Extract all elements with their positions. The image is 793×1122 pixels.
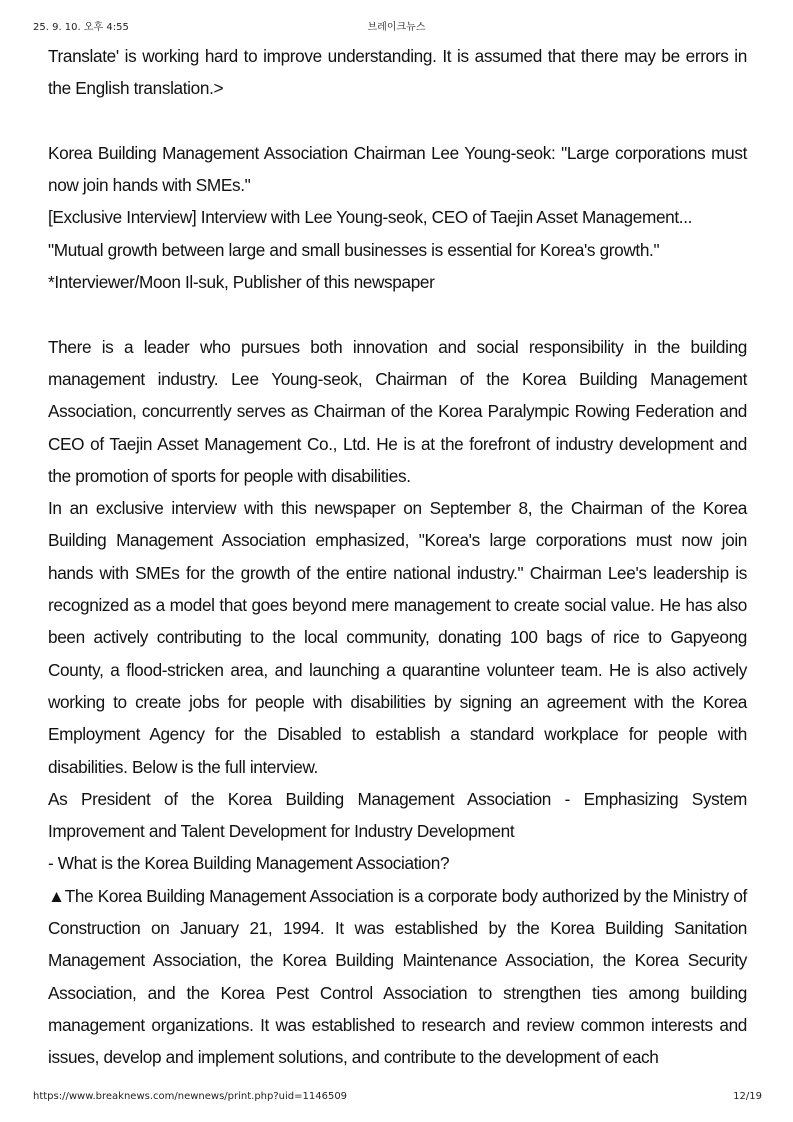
interview-question: - What is the Korea Building Management Association? [48, 853, 450, 874]
article-subhead-2: "Mutual growth between large and small businesses is essential for Korea's growth." [48, 239, 660, 260]
interviewer-credit: *Interviewer/Moon Il-suk, Publisher of this newspaper [48, 272, 435, 293]
section-heading: As President of the Korea Building Management Association - Emphasizing System Improvement and Talent Development for Industry Development [48, 788, 747, 842]
translation-note: Translate' is working hard to improve understanding. It is assumed that there may be errors in the English translation.> [48, 46, 747, 99]
article-headline: Korea Building Management Association Chairman Lee Young-seok: "Large corporations must now join hands with SMEs." [48, 142, 747, 196]
article-body [48, 40, 747, 1074]
spacer [48, 298, 747, 330]
print-datetime: 25. 9. 10. 오후 4:55 [33, 22, 129, 33]
source-url: https://www.breaknews.com/newnews/print.php?uid=1146509 [33, 1091, 348, 1102]
paragraph-intro: There is a leader who pursues both innovation and social responsibility in the building management industry. Lee Young-seok, Chairman of the Korea Building Management Association, concurrently serves as Chairman of the Korea Paralympic Rowing Federation and CEO of Taejin Asset Management Co., Ltd. He is at the forefront of industry development and the promotion of sports for people with disabilities. [48, 336, 747, 486]
article-subhead-1: [Exclusive Interview] Interview with Lee Young-seok, CEO of Taejin Asset Management... [48, 207, 693, 228]
page-number: 12/19 [733, 1091, 762, 1102]
interview-answer: ▲The Korea Building Management Association is a corporate body authorized by the Ministry of Construction on January 21, 1994. It was established by the Korea Building Sanitation Management Association, the Korea Building Maintenance Association, the Korea Security Association, and the Korea Pest Control Association to strengthen ties among building management organizations. It was established to research and review common interests and issues, develop and implement solutions, and contribute to the development of each [48, 885, 747, 1068]
site-title: 브레이크뉴스 [367, 22, 426, 33]
paragraph-interview-summary: In an exclusive interview with this newspaper on September 8, the Chairman of the Korea Building Management Association emphasized, "Korea's large corporations must now join hands with SMEs for the growth of the entire national industry." Chairman Lee's leadership is recognized as a model that goes beyond mere management to create social value. He has also been actively contributing to the local community, donating 100 bags of rice to Gapyeong County, a flood-stricken area, and launching a quarantine volunteer team. He is also actively working to create jobs for people with disabilities by signing an agreement with the Korea Employment Agency for the Disabled to establish a standard workplace for people with disabilities. Below is the full interview. [48, 498, 747, 777]
spacer [48, 105, 747, 137]
